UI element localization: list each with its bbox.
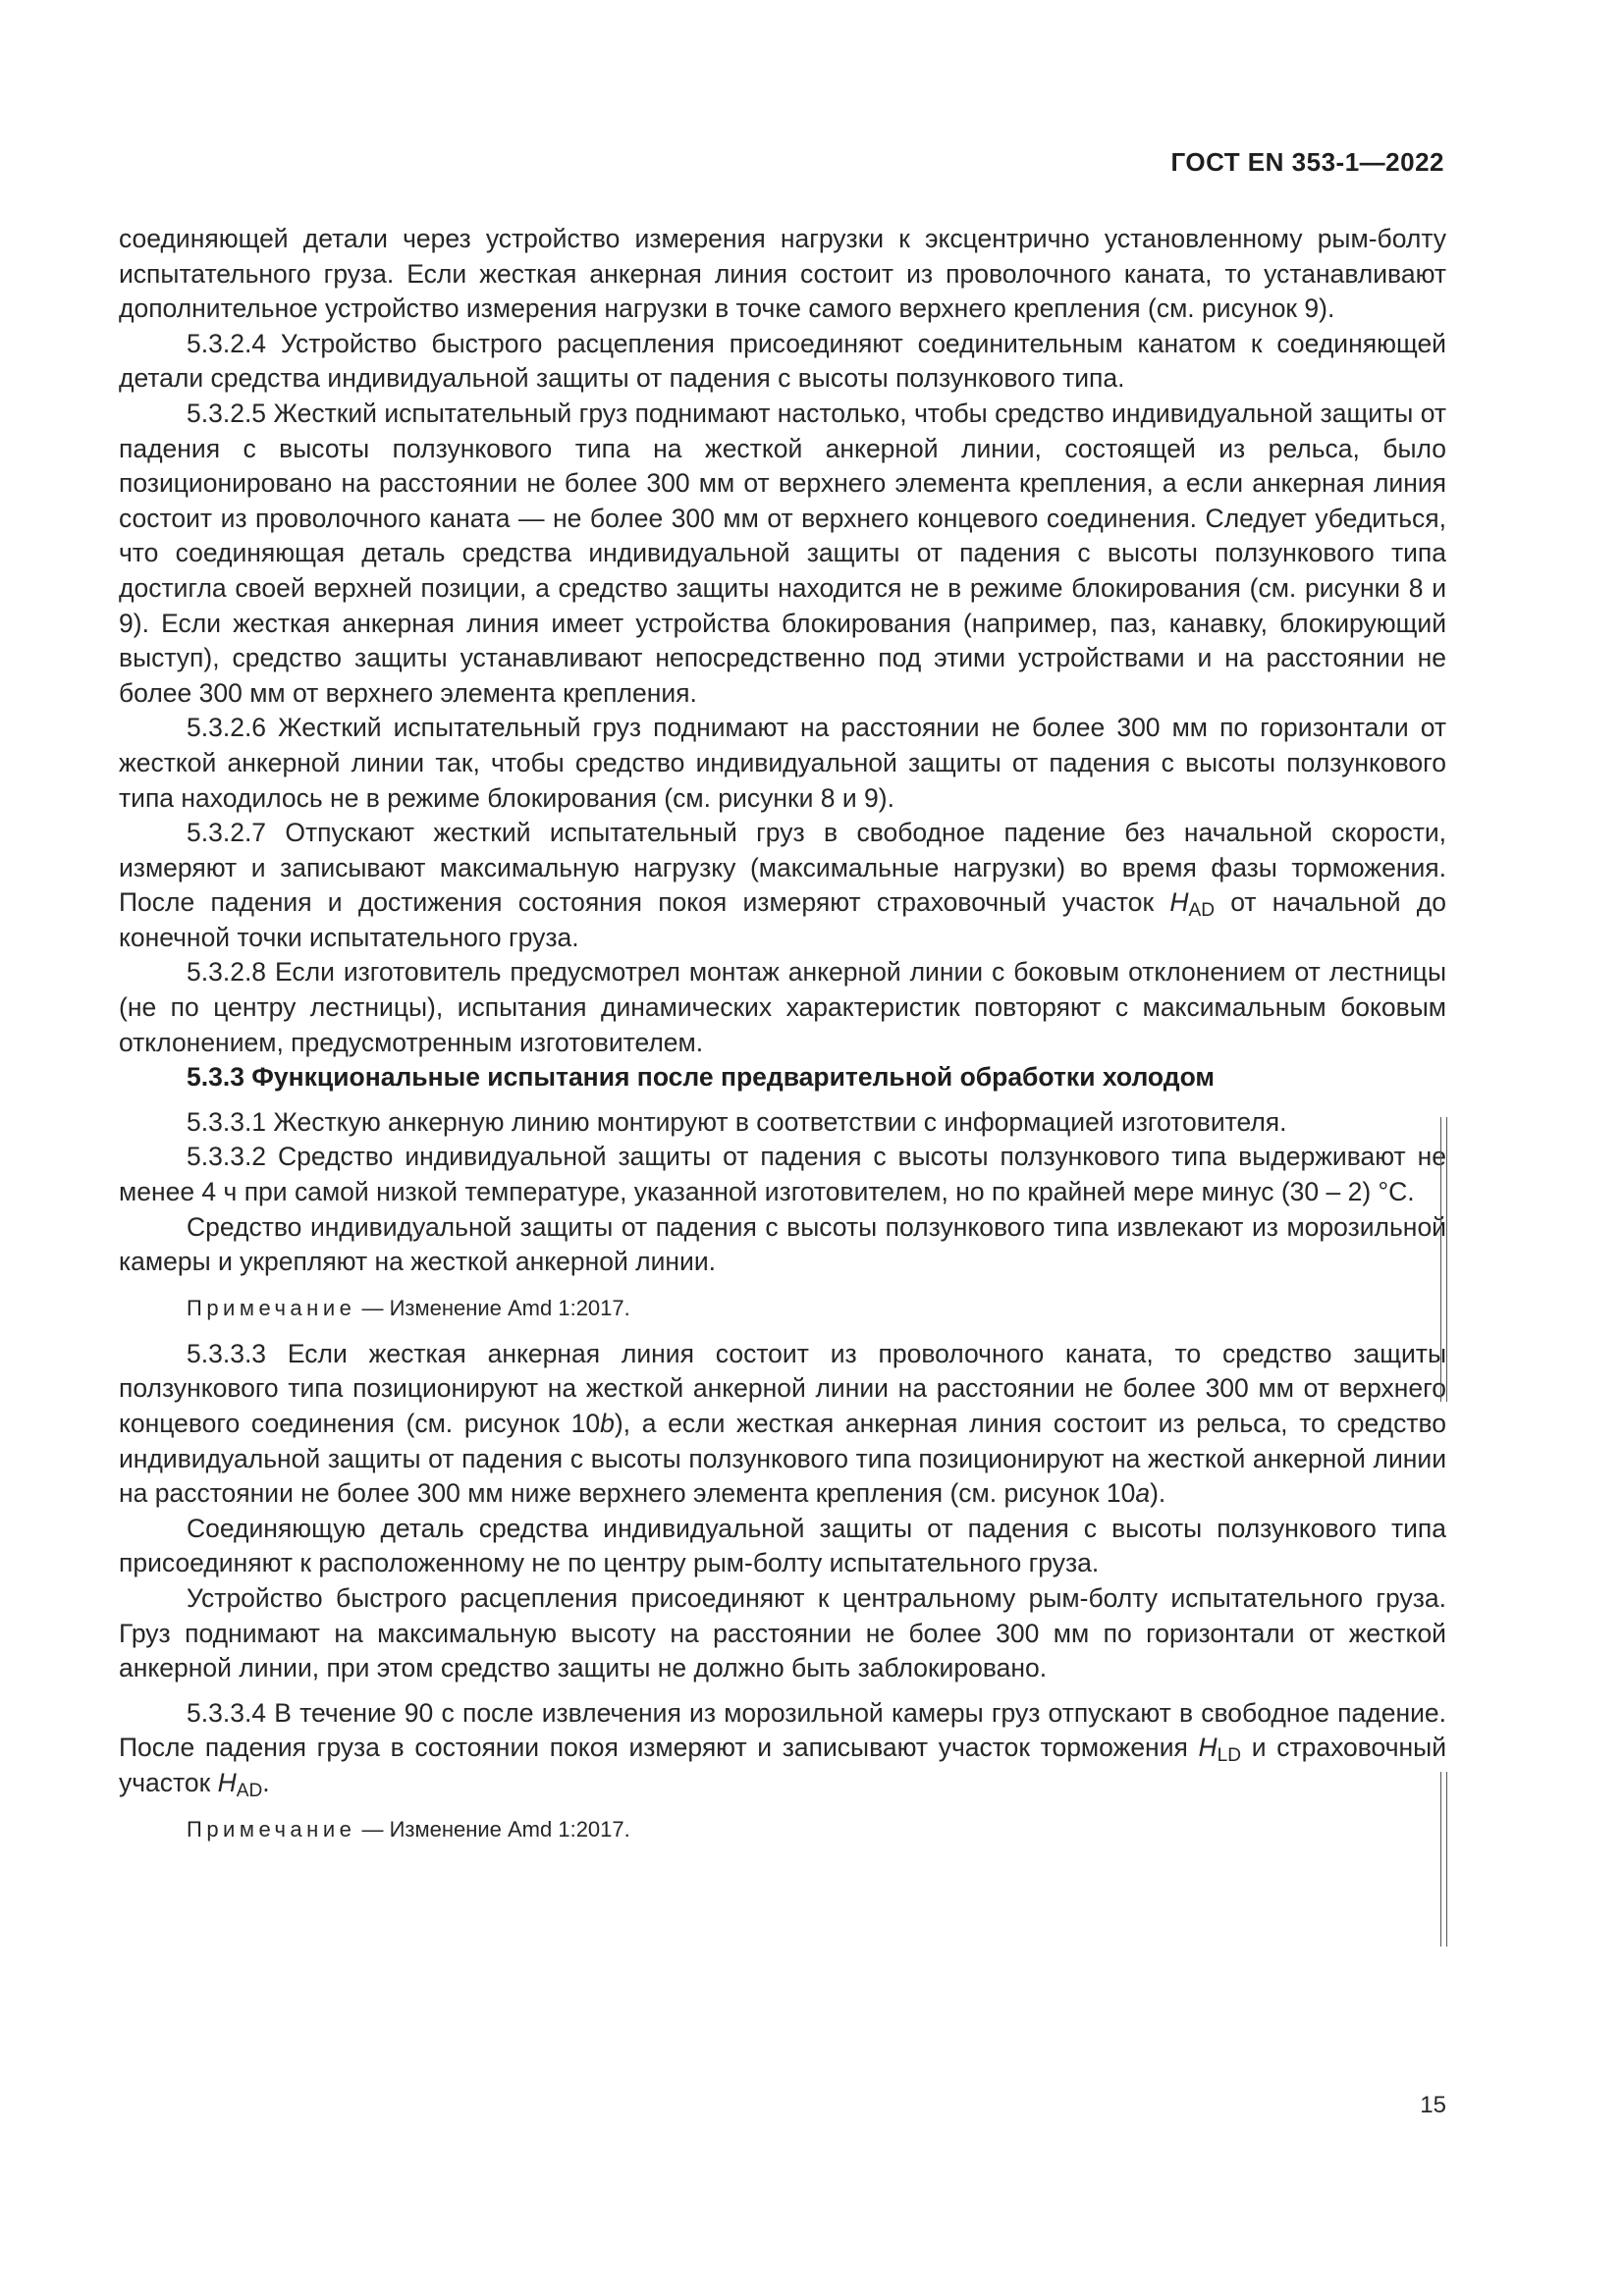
paragraph-5-3-3-2: 5.3.3.2 Средство индивидуальной защиты от падения с высоты ползункового типа выдерживают не менее 4 ч при самой низкой температуре, указанной изготовителем, но по крайней мере минус (30 – 2) °С. — [119, 1142, 1446, 1207]
text-segment: и страховочный участок — [119, 1733, 1447, 1797]
subscript-ad: AD — [236, 1780, 263, 1801]
subscript-ld: LD — [1217, 1745, 1242, 1767]
paragraph-5-3-3-2-continued: Средство индивидуальной защиты от падения с высоты ползункового типа извлекают из морозильной камеры и укрепляют на жесткой анкерной линии. — [119, 1211, 1446, 1277]
paragraph-5-3-2-5: 5.3.2.5 Жесткий испытательный груз поднимают настолько, чтобы средство индивидуальной защиты от падения с высоты ползункового типа на жесткой анкерной линии, состоящей из рельса, было позиционировано на расстоянии не более 300 мм от верхнего элемента крепления, а если анкерная линия состоит из проволочного каната — не более 300 мм от верхнего концевого соединения. Следует убедиться, что соединяющая деталь средства индивидуальной защиты от падения с высоты ползункового типа достигла своей верхней позиции, а средство защиты находится не в режиме блокирования (см. рисунки 8 и 9). Если жесткая анкерная линия имеет устройства блокирования (например, паз, канавку, блокирующий выступ), средство защиты устанавливают непосредственно под этими устройствами и на расстоянии не более 300 мм от верхнего элемента крепления. — [119, 398, 1446, 708]
text-segment: ). — [1150, 1478, 1166, 1509]
page-number: 15 — [1420, 2092, 1446, 2118]
note-text: — Изменение Amd 1:2017. — [355, 1816, 630, 1842]
paragraph-5-3-3-3-second: Соединяющую деталь средства индивидуальной защиты от падения с высоты ползункового типа присоединяют к расположенному не по центру рым-болту испытательного груза. — [119, 1513, 1446, 1578]
text-segment: 5.3.3.4 В течение 90 с после извлечения из морозильной камеры груз отпускают в свободное падение. После падения груза в состоянии покоя измеряют и записывают участок торможения — [119, 1697, 1446, 1763]
text-segment: . — [262, 1767, 270, 1797]
italic-letter-a: а — [1135, 1478, 1151, 1509]
amendment-change-bar — [1440, 1772, 1447, 1947]
paragraph-continuation: соединяющей детали через устройство измерения нагрузки к эксцентрично установленному рым-болту испытательного груза. Если жесткая анкерная линия состоит из проволочного каната, то устанавливают дополнительное устройство измерения нагрузки в точке самого верхнего крепления (см. рисунок 9). — [119, 224, 1446, 324]
text-segment: 5.3.2.7 Отпускают жесткий испытательный груз в свободное падение без начальной скорости, измеряют и записывают максимальную нагрузку (максимальные нагрузки) во время фазы торможения. После падения и достижения состояния покоя измеряют страховочный участок — [119, 818, 1446, 918]
amendment-change-bar — [1440, 1117, 1447, 1402]
note-label: Примечание — [187, 1816, 356, 1842]
paragraph-5-3-3-3-third: Устройство быстрого расцепления присоединяют к центральному рым-болту испытательного груза. Груз поднимают на максимальную высоту на расстоянии не более 300 мм по горизонтали от жесткой анкерной линии, при этом средство защиты не должно быть заблокировано. — [119, 1582, 1446, 1683]
note-amendment-1 — [119, 1294, 1446, 1323]
note-amendment-2 — [119, 1815, 1446, 1844]
subscript-ad: AD — [1188, 900, 1215, 922]
paragraph-5-3-3-1: 5.3.3.1 Жесткую анкерную линию монтируют в соответствии с информацией изготовителя. — [187, 1106, 1287, 1137]
italic-letter-b: b — [600, 1409, 615, 1438]
document-code-header: ГОСТ EN 353-1—2022 — [1170, 147, 1444, 177]
paragraph-5-3-3-3 — [119, 1337, 1446, 1512]
document-body — [119, 222, 1446, 1858]
note-text: — Изменение Amd 1:2017. — [355, 1295, 630, 1320]
paragraph-5-3-2-8: 5.3.2.8 Если изготовитель предусмотрел монтаж анкерной линии с боковым отклонением от лестницы (не по центру лестницы), испытания динамических характеристик повторяют с максимальным боковым отклонением, предусмотренным изготовителем. — [119, 957, 1446, 1057]
text-segment: от начальной до конечной точки испытательного груза. — [119, 887, 1446, 952]
paragraph-5-3-2-7 — [119, 816, 1446, 955]
symbol-h: H — [217, 1767, 237, 1797]
text-segment: ), а если жесткая анкерная линия состоит из рельса, то средство индивидуальной защиты от падения с высоты ползункового типа позиционируют на жесткой анкерной линии на расстоянии не более 300 мм ниже верхнего элемента крепления (см. рисунок 10 — [119, 1409, 1446, 1509]
note-label: Примечание — [187, 1295, 356, 1320]
paragraph-5-3-3-4 — [119, 1696, 1446, 1801]
paragraph-5-3-2-4: 5.3.2.4 Устройство быстрого расцепления присоединяют соединительным канатом к соединяющей детали средства индивидуальной защиты от падения с высоты ползункового типа. — [119, 328, 1446, 394]
paragraph-5-3-2-6: 5.3.2.6 Жесткий испытательный груз поднимают на расстоянии не более 300 мм по горизонтали от жесткой анкерной линии так, чтобы средство индивидуальной защиты от падения с высоты ползункового типа находилось не в режиме блокирования (см. рисунки 8 и 9). — [119, 713, 1446, 813]
symbol-h: H — [1169, 887, 1189, 918]
section-heading-5-3-3: 5.3.3 Функциональные испытания после предварительной обработки холодом — [187, 1062, 1216, 1093]
symbol-h: H — [1198, 1733, 1218, 1763]
text-segment: 5.3.3.3 Если жесткая анкерная линия состоит из проволочного каната, то средство защиты ползункового типа позиционируют на жесткой анкерной линии на расстоянии не более 300 мм от верхнего концевого соединения (см. рисунок 10 — [119, 1338, 1446, 1438]
